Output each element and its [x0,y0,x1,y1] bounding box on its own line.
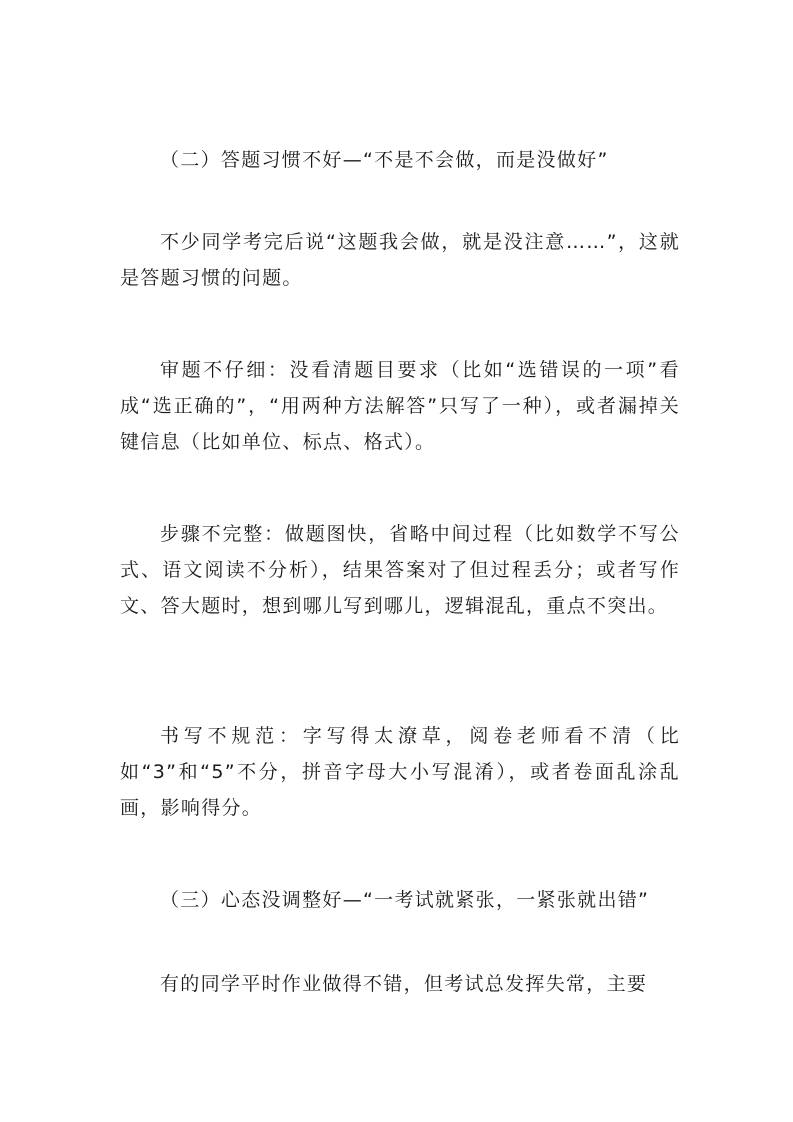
section-heading-2: （二）答题习惯不好—“不是不会做，而是没做好” [160,149,609,171]
paragraph-5: 有的同学平时作业做得不错，但考试总发挥失常，主要 [160,973,648,995]
paragraph-2: 审题不仔细：没看清题目要求（比如“选错误的一项”看成“选正确的”，“用两种方法解答”只写了一种），或者漏掉关键信息（比如单位、标点、格式）。 [120,359,680,453]
section-heading-3: （三）心态没调整好—“一考试就紧张，一紧张就出错” [160,889,650,911]
paragraph-3: 步骤不完整：做题图快，省略中间过程（比如数学不写公式、语文阅读不分析），结果答案对了但过程丢分；或者写作文、答大题时，想到哪儿写到哪儿，逻辑混乱，重点不突出。 [120,523,680,617]
paragraph-1: 不少同学考完后说“这题我会做，就是没注意……”，这就是答题习惯的问题。 [120,231,680,289]
paragraph-4: 书写不规范：字写得太潦草，阅卷老师看不清（比如“3”和“5”不分，拼音字母大小写混淆），或者卷面乱涂乱画，影响得分。 [120,725,680,819]
